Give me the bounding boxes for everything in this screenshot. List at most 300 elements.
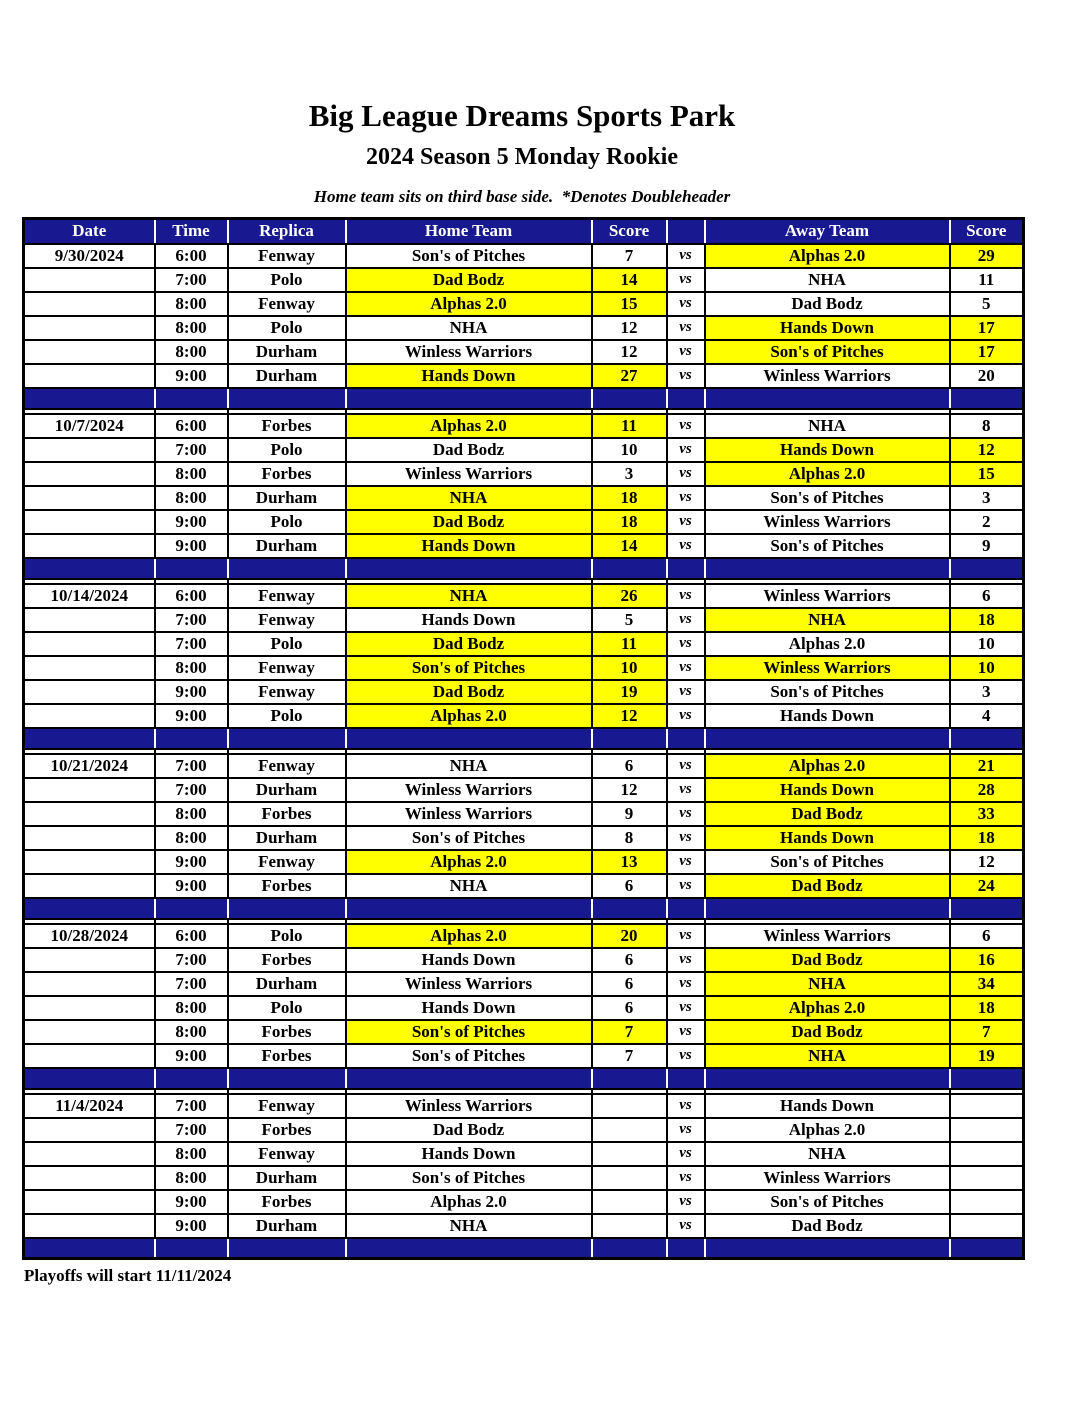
date-cell	[24, 510, 155, 534]
home-team-cell: Hands Down	[346, 948, 592, 972]
game-row	[24, 704, 1024, 728]
replica-cell: Forbes	[228, 462, 346, 486]
away-score-cell: 29	[950, 244, 1024, 268]
time-cell: 7:00	[155, 778, 228, 802]
week-separator-row	[24, 898, 1024, 919]
week-separator-row	[24, 1238, 1024, 1259]
week-separator-row	[24, 558, 1024, 579]
away-score-cell: 21	[950, 754, 1024, 778]
replica-cell: Fenway	[228, 244, 346, 268]
home-score-cell: 26	[592, 584, 667, 608]
time-cell: 9:00	[155, 1044, 228, 1068]
game-row	[24, 414, 1024, 438]
away-score-cell: 10	[950, 632, 1024, 656]
home-score-cell: 20	[592, 924, 667, 948]
separator-cell	[24, 388, 155, 409]
week-separator-row	[24, 1068, 1024, 1089]
replica-cell: Forbes	[228, 948, 346, 972]
game-row	[24, 608, 1024, 632]
away-score-cell	[950, 1142, 1024, 1166]
separator-cell	[228, 898, 346, 919]
separator-cell	[155, 388, 228, 409]
vs-cell: vs	[667, 1020, 705, 1044]
col-header-home-score: Score	[592, 219, 667, 244]
home-score-cell: 11	[592, 632, 667, 656]
game-row	[24, 1214, 1024, 1238]
time-cell: 6:00	[155, 414, 228, 438]
away-team-cell: Dad Bodz	[705, 292, 950, 316]
away-team-cell: Winless Warriors	[705, 1166, 950, 1190]
date-cell	[24, 1142, 155, 1166]
away-team-cell: Winless Warriors	[705, 364, 950, 388]
game-row	[24, 656, 1024, 680]
home-team-cell: NHA	[346, 584, 592, 608]
separator-cell	[346, 1068, 592, 1089]
home-score-cell: 7	[592, 244, 667, 268]
header-row	[24, 219, 1024, 244]
home-score-cell: 6	[592, 754, 667, 778]
separator-cell	[24, 1068, 155, 1089]
home-team-cell: Winless Warriors	[346, 802, 592, 826]
game-row	[24, 948, 1024, 972]
vs-cell: vs	[667, 1118, 705, 1142]
away-score-cell: 12	[950, 438, 1024, 462]
separator-cell	[667, 728, 705, 749]
replica-cell: Forbes	[228, 1190, 346, 1214]
separator-cell	[667, 898, 705, 919]
col-header-vs	[667, 219, 705, 244]
home-score-cell: 10	[592, 438, 667, 462]
away-team-cell: Hands Down	[705, 438, 950, 462]
home-team-cell: Son's of Pitches	[346, 1020, 592, 1044]
away-score-cell	[950, 1166, 1024, 1190]
away-score-cell: 9	[950, 534, 1024, 558]
home-team-cell: Son's of Pitches	[346, 1166, 592, 1190]
away-score-cell	[950, 1118, 1024, 1142]
date-cell	[24, 1190, 155, 1214]
date-cell	[24, 874, 155, 898]
home-team-cell: Winless Warriors	[346, 1094, 592, 1118]
home-score-cell: 6	[592, 996, 667, 1020]
time-cell: 9:00	[155, 364, 228, 388]
away-team-cell: Alphas 2.0	[705, 244, 950, 268]
replica-cell: Forbes	[228, 1044, 346, 1068]
away-team-cell: Dad Bodz	[705, 1214, 950, 1238]
replica-cell: Durham	[228, 1214, 346, 1238]
separator-cell	[592, 728, 667, 749]
home-team-cell: Alphas 2.0	[346, 924, 592, 948]
away-team-cell: Alphas 2.0	[705, 632, 950, 656]
home-score-cell: 3	[592, 462, 667, 486]
replica-cell: Fenway	[228, 1094, 346, 1118]
home-team-cell: Dad Bodz	[346, 510, 592, 534]
home-team-cell: Son's of Pitches	[346, 244, 592, 268]
home-team-cell: Winless Warriors	[346, 972, 592, 996]
date-cell	[24, 778, 155, 802]
away-score-cell: 33	[950, 802, 1024, 826]
game-row	[24, 534, 1024, 558]
vs-cell: vs	[667, 340, 705, 364]
home-score-cell: 12	[592, 704, 667, 728]
vs-cell: vs	[667, 632, 705, 656]
away-team-cell: Dad Bodz	[705, 874, 950, 898]
away-score-cell: 17	[950, 340, 1024, 364]
away-score-cell: 5	[950, 292, 1024, 316]
away-team-cell: Winless Warriors	[705, 584, 950, 608]
page-title: Big League Dreams Sports Park	[308, 98, 736, 133]
separator-cell	[24, 728, 155, 749]
game-row	[24, 1020, 1024, 1044]
separator-cell	[705, 728, 950, 749]
home-team-cell: Alphas 2.0	[346, 1190, 592, 1214]
date-cell: 10/21/2024	[24, 754, 155, 778]
vs-cell: vs	[667, 608, 705, 632]
game-row	[24, 826, 1024, 850]
away-score-cell: 10	[950, 656, 1024, 680]
away-score-cell: 19	[950, 1044, 1024, 1068]
replica-cell: Forbes	[228, 874, 346, 898]
vs-cell: vs	[667, 534, 705, 558]
date-cell	[24, 462, 155, 486]
separator-cell	[705, 1238, 950, 1259]
away-score-cell: 6	[950, 924, 1024, 948]
separator-cell	[667, 558, 705, 579]
away-team-cell: NHA	[705, 268, 950, 292]
vs-cell: vs	[667, 364, 705, 388]
page-subtitle: 2024 Season 5 Monday Rookie	[365, 144, 679, 170]
replica-cell: Polo	[228, 268, 346, 292]
home-score-cell: 14	[592, 534, 667, 558]
away-team-cell: NHA	[705, 972, 950, 996]
away-score-cell: 17	[950, 316, 1024, 340]
time-cell: 8:00	[155, 486, 228, 510]
home-score-cell	[592, 1166, 667, 1190]
game-row	[24, 486, 1024, 510]
home-team-cell: Dad Bodz	[346, 632, 592, 656]
col-header-time: Time	[155, 219, 228, 244]
away-score-cell: 18	[950, 996, 1024, 1020]
date-cell	[24, 996, 155, 1020]
vs-cell: vs	[667, 680, 705, 704]
replica-cell: Fenway	[228, 656, 346, 680]
vs-cell: vs	[667, 584, 705, 608]
date-cell	[24, 340, 155, 364]
home-score-cell	[592, 1094, 667, 1118]
vs-cell: vs	[667, 924, 705, 948]
replica-cell: Polo	[228, 996, 346, 1020]
time-cell: 8:00	[155, 316, 228, 340]
vs-cell: vs	[667, 1190, 705, 1214]
away-score-cell: 18	[950, 826, 1024, 850]
playoffs-note: Playoffs will start 11/11/2024	[24, 1266, 232, 1285]
date-cell	[24, 438, 155, 462]
date-cell	[24, 972, 155, 996]
separator-cell	[667, 1238, 705, 1259]
away-team-cell: Alphas 2.0	[705, 462, 950, 486]
home-score-cell: 11	[592, 414, 667, 438]
away-team-cell: Son's of Pitches	[705, 340, 950, 364]
away-team-cell: Hands Down	[705, 704, 950, 728]
date-cell	[24, 656, 155, 680]
replica-cell: Durham	[228, 534, 346, 558]
away-score-cell: 2	[950, 510, 1024, 534]
date-cell	[24, 1020, 155, 1044]
separator-cell	[228, 1238, 346, 1259]
vs-cell: vs	[667, 850, 705, 874]
vs-cell: vs	[667, 1214, 705, 1238]
time-cell: 7:00	[155, 1118, 228, 1142]
vs-cell: vs	[667, 948, 705, 972]
separator-cell	[24, 558, 155, 579]
col-header-date: Date	[24, 219, 155, 244]
away-team-cell: Dad Bodz	[705, 1020, 950, 1044]
home-score-cell: 8	[592, 826, 667, 850]
game-row	[24, 996, 1024, 1020]
time-cell: 9:00	[155, 704, 228, 728]
time-cell: 8:00	[155, 1142, 228, 1166]
away-team-cell: Son's of Pitches	[705, 680, 950, 704]
vs-cell: vs	[667, 510, 705, 534]
schedule-note: Home team sits on third base side. *Denotes Doubleheader	[313, 187, 731, 206]
week-separator-row	[24, 728, 1024, 749]
game-row	[24, 292, 1024, 316]
game-row	[24, 778, 1024, 802]
date-cell: 10/7/2024	[24, 414, 155, 438]
separator-cell	[705, 388, 950, 409]
time-cell: 8:00	[155, 996, 228, 1020]
away-team-cell: Son's of Pitches	[705, 1190, 950, 1214]
replica-cell: Polo	[228, 316, 346, 340]
separator-cell	[705, 558, 950, 579]
date-cell: 10/28/2024	[24, 924, 155, 948]
home-team-cell: Dad Bodz	[346, 268, 592, 292]
date-cell: 9/30/2024	[24, 244, 155, 268]
away-team-cell: Dad Bodz	[705, 948, 950, 972]
away-team-cell: Winless Warriors	[705, 924, 950, 948]
separator-cell	[346, 558, 592, 579]
vs-cell: vs	[667, 704, 705, 728]
separator-cell	[950, 1068, 1024, 1089]
replica-cell: Polo	[228, 510, 346, 534]
game-row	[24, 632, 1024, 656]
vs-cell: vs	[667, 1094, 705, 1118]
home-team-cell: Dad Bodz	[346, 438, 592, 462]
date-cell	[24, 1214, 155, 1238]
home-score-cell: 7	[592, 1044, 667, 1068]
separator-cell	[667, 388, 705, 409]
away-score-cell: 16	[950, 948, 1024, 972]
time-cell: 6:00	[155, 924, 228, 948]
away-score-cell: 20	[950, 364, 1024, 388]
game-row	[24, 850, 1024, 874]
time-cell: 7:00	[155, 608, 228, 632]
replica-cell: Durham	[228, 364, 346, 388]
time-cell: 7:00	[155, 972, 228, 996]
away-score-cell: 24	[950, 874, 1024, 898]
vs-cell: vs	[667, 996, 705, 1020]
date-cell	[24, 486, 155, 510]
col-header-away-score: Score	[950, 219, 1024, 244]
schedule-table	[22, 217, 1025, 1260]
home-team-cell: Alphas 2.0	[346, 414, 592, 438]
home-team-cell: Hands Down	[346, 1142, 592, 1166]
separator-cell	[950, 898, 1024, 919]
time-cell: 9:00	[155, 850, 228, 874]
replica-cell: Fenway	[228, 608, 346, 632]
game-row	[24, 438, 1024, 462]
game-row	[24, 802, 1024, 826]
replica-cell: Durham	[228, 1166, 346, 1190]
home-team-cell: NHA	[346, 874, 592, 898]
vs-cell: vs	[667, 414, 705, 438]
vs-cell: vs	[667, 778, 705, 802]
game-row	[24, 268, 1024, 292]
separator-cell	[592, 388, 667, 409]
home-score-cell: 10	[592, 656, 667, 680]
home-team-cell: Son's of Pitches	[346, 1044, 592, 1068]
vs-cell: vs	[667, 802, 705, 826]
time-cell: 9:00	[155, 510, 228, 534]
away-score-cell: 3	[950, 486, 1024, 510]
away-team-cell: Dad Bodz	[705, 802, 950, 826]
separator-cell	[228, 1068, 346, 1089]
date-cell	[24, 364, 155, 388]
home-score-cell	[592, 1118, 667, 1142]
replica-cell: Fenway	[228, 680, 346, 704]
home-team-cell: Hands Down	[346, 534, 592, 558]
replica-cell: Polo	[228, 704, 346, 728]
home-team-cell: Dad Bodz	[346, 680, 592, 704]
replica-cell: Fenway	[228, 754, 346, 778]
vs-cell: vs	[667, 1166, 705, 1190]
separator-cell	[592, 558, 667, 579]
separator-cell	[24, 1238, 155, 1259]
home-team-cell: Son's of Pitches	[346, 656, 592, 680]
time-cell: 8:00	[155, 1020, 228, 1044]
home-score-cell: 6	[592, 948, 667, 972]
col-header-home-team: Home Team	[346, 219, 592, 244]
separator-cell	[667, 1068, 705, 1089]
home-score-cell	[592, 1142, 667, 1166]
home-score-cell: 12	[592, 340, 667, 364]
game-row	[24, 924, 1024, 948]
vs-cell: vs	[667, 292, 705, 316]
time-cell: 9:00	[155, 680, 228, 704]
separator-cell	[346, 388, 592, 409]
game-row	[24, 1118, 1024, 1142]
away-team-cell: Son's of Pitches	[705, 486, 950, 510]
replica-cell: Durham	[228, 340, 346, 364]
separator-cell	[24, 898, 155, 919]
home-score-cell: 18	[592, 510, 667, 534]
separator-cell	[155, 1238, 228, 1259]
away-team-cell: NHA	[705, 414, 950, 438]
away-team-cell: Hands Down	[705, 778, 950, 802]
replica-cell: Durham	[228, 778, 346, 802]
date-cell	[24, 704, 155, 728]
home-team-cell: NHA	[346, 486, 592, 510]
time-cell: 8:00	[155, 292, 228, 316]
game-row	[24, 510, 1024, 534]
date-cell	[24, 826, 155, 850]
date-cell	[24, 1044, 155, 1068]
game-row	[24, 1190, 1024, 1214]
separator-cell	[155, 1068, 228, 1089]
time-cell: 8:00	[155, 656, 228, 680]
home-score-cell: 9	[592, 802, 667, 826]
replica-cell: Fenway	[228, 292, 346, 316]
separator-cell	[950, 388, 1024, 409]
game-row	[24, 584, 1024, 608]
home-team-cell: Winless Warriors	[346, 778, 592, 802]
date-cell	[24, 948, 155, 972]
date-cell	[24, 1166, 155, 1190]
away-score-cell	[950, 1094, 1024, 1118]
vs-cell: vs	[667, 1142, 705, 1166]
home-score-cell	[592, 1214, 667, 1238]
separator-cell	[346, 1238, 592, 1259]
replica-cell: Durham	[228, 486, 346, 510]
game-row	[24, 244, 1024, 268]
home-score-cell: 5	[592, 608, 667, 632]
home-score-cell: 13	[592, 850, 667, 874]
week-separator-row	[24, 388, 1024, 409]
time-cell: 9:00	[155, 534, 228, 558]
away-team-cell: Winless Warriors	[705, 510, 950, 534]
separator-cell	[155, 898, 228, 919]
away-team-cell: NHA	[705, 608, 950, 632]
separator-cell	[228, 388, 346, 409]
game-row	[24, 462, 1024, 486]
date-cell: 11/4/2024	[24, 1094, 155, 1118]
time-cell: 8:00	[155, 802, 228, 826]
time-cell: 8:00	[155, 826, 228, 850]
home-team-cell: NHA	[346, 754, 592, 778]
separator-cell	[346, 898, 592, 919]
separator-cell	[950, 1238, 1024, 1259]
replica-cell: Forbes	[228, 802, 346, 826]
game-row	[24, 1166, 1024, 1190]
home-score-cell: 12	[592, 778, 667, 802]
vs-cell: vs	[667, 656, 705, 680]
away-team-cell: Alphas 2.0	[705, 1118, 950, 1142]
date-cell	[24, 292, 155, 316]
home-score-cell: 15	[592, 292, 667, 316]
away-team-cell: Alphas 2.0	[705, 754, 950, 778]
time-cell: 7:00	[155, 632, 228, 656]
replica-cell: Forbes	[228, 1118, 346, 1142]
away-score-cell: 3	[950, 680, 1024, 704]
game-row	[24, 1044, 1024, 1068]
time-cell: 7:00	[155, 438, 228, 462]
time-cell: 7:00	[155, 268, 228, 292]
away-score-cell: 28	[950, 778, 1024, 802]
home-team-cell: NHA	[346, 316, 592, 340]
game-row	[24, 754, 1024, 778]
separator-cell	[155, 728, 228, 749]
home-team-cell: Hands Down	[346, 364, 592, 388]
date-cell	[24, 1118, 155, 1142]
date-cell: 10/14/2024	[24, 584, 155, 608]
home-score-cell: 18	[592, 486, 667, 510]
separator-cell	[705, 898, 950, 919]
game-row	[24, 1094, 1024, 1118]
replica-cell: Polo	[228, 924, 346, 948]
replica-cell: Forbes	[228, 1020, 346, 1044]
vs-cell: vs	[667, 486, 705, 510]
home-score-cell: 19	[592, 680, 667, 704]
time-cell: 8:00	[155, 1166, 228, 1190]
